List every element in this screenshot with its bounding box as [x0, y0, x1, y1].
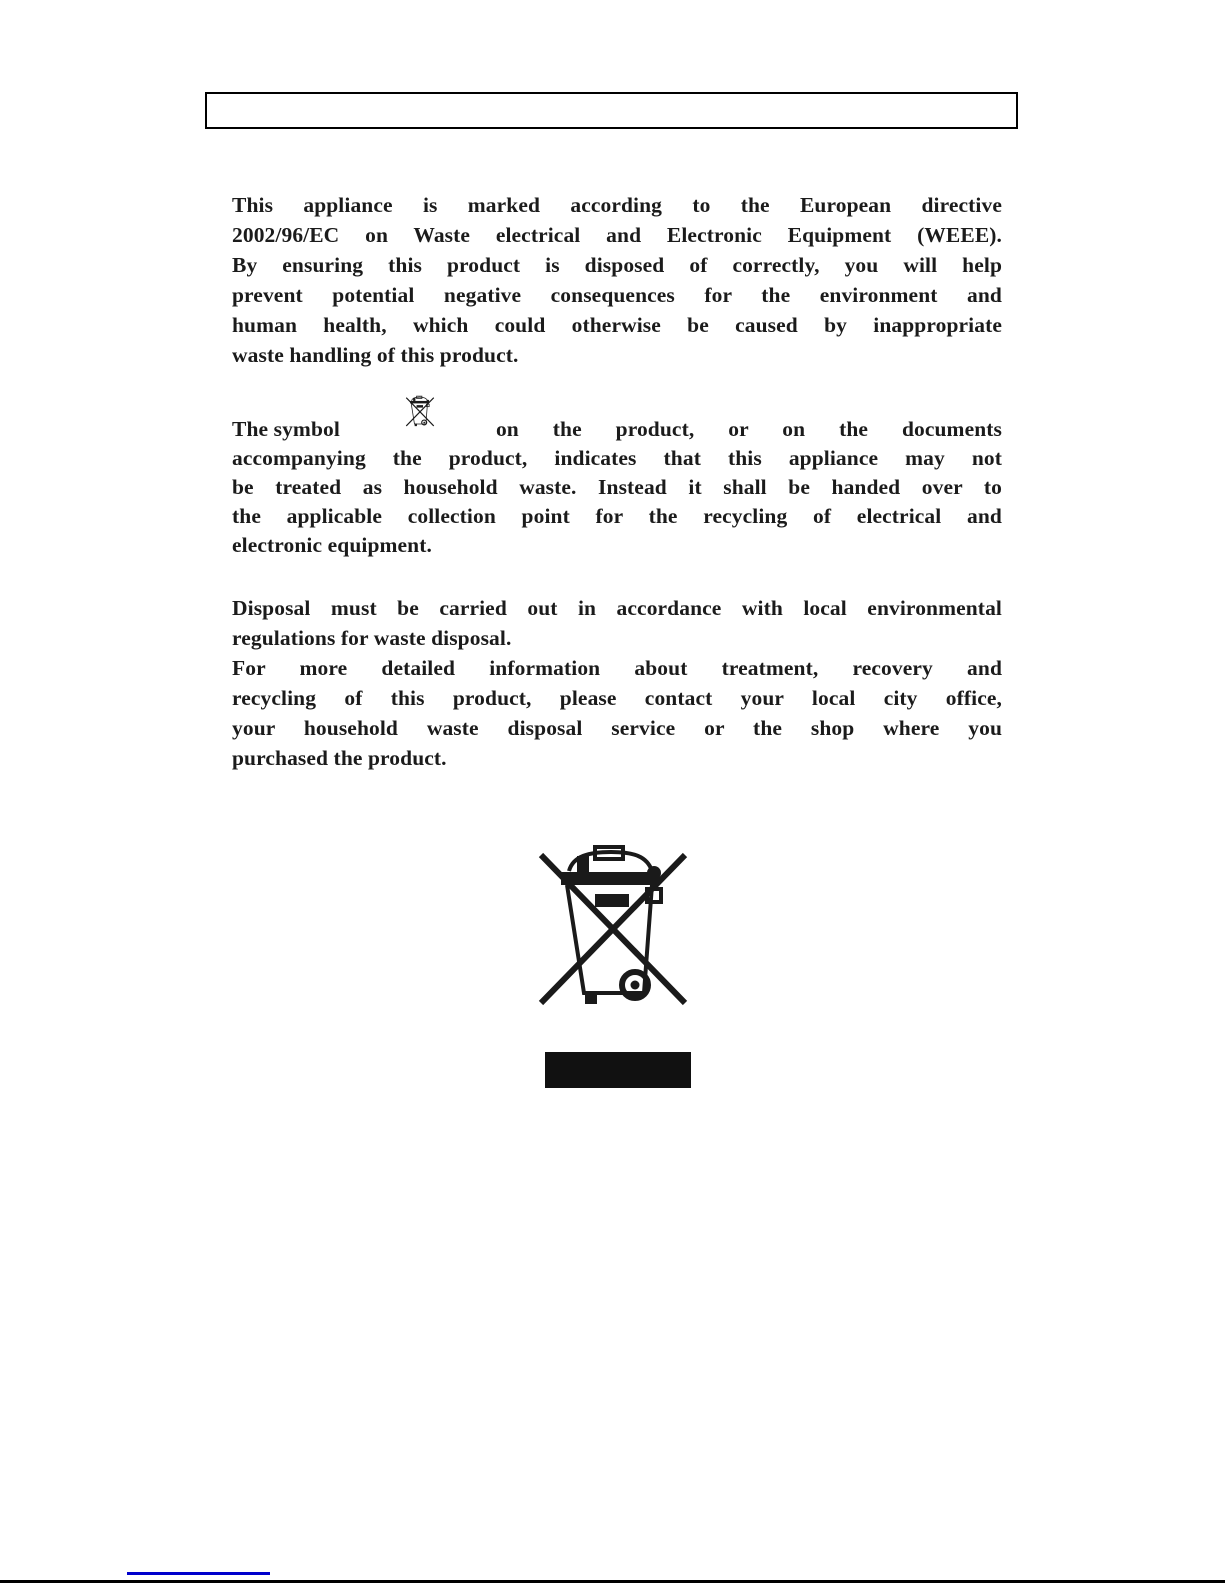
- weee-inline-icon-stack: [404, 395, 436, 458]
- paragraph-line: By ensuring this product is disposed of correctly, you will help: [232, 253, 1002, 277]
- paragraph-line: electronic equipment.: [232, 533, 432, 557]
- paragraph-line: purchased the product.: [232, 746, 447, 770]
- paragraph-line: For more detailed information about treatment, recovery and: [232, 656, 1002, 680]
- paragraph-line: prevent potential negative consequences for the environment and: [232, 283, 1002, 307]
- paragraph-line: [232, 415, 1002, 444]
- weee-crossed-out-wheelie-bin-icon: [533, 841, 693, 1019]
- page-bottom-rule: [0, 1580, 1225, 1583]
- footer-link-underline[interactable]: [127, 1572, 270, 1575]
- weee-crossed-out-wheelie-bin-icon: [404, 415, 436, 444]
- paragraph-line: This appliance is marked according to the European directive: [232, 193, 1002, 217]
- weee-symbol-black-bar: [545, 1052, 691, 1088]
- paragraph-line: the applicable collection point for the recycling of electrical and: [232, 504, 1002, 528]
- symbol-line-left-text: The symbol: [232, 417, 340, 441]
- paragraph-line: recycling of this product, please contact your local city office,: [232, 686, 1002, 710]
- paragraph-line: regulations for waste disposal.: [232, 626, 512, 650]
- paragraph-line: your household waste disposal service or the shop where you: [232, 716, 1002, 740]
- paragraph-weee-directive: [232, 190, 1002, 370]
- symbol-line-right-text: on the product, or on the documents: [495, 417, 1002, 441]
- paragraph-line: accompanying the product, indicates that this appliance may not: [232, 446, 1002, 470]
- paragraph-line: human health, which could otherwise be caused by inappropriate: [232, 313, 1002, 337]
- paragraph-disposal-info: [232, 593, 1002, 773]
- paragraph-line: be treated as household waste. Instead it shall be handed over to: [232, 475, 1002, 499]
- paragraph-symbol-explanation: [232, 415, 1002, 560]
- header-box: [205, 92, 1018, 129]
- paragraph-line: waste handling of this product.: [232, 343, 519, 367]
- paragraph-line: Disposal must be carried out in accordance with local environmental: [232, 596, 1002, 620]
- paragraph-line: 2002/96/EC on Waste electrical and Electronic Equipment (WEEE).: [232, 223, 1002, 247]
